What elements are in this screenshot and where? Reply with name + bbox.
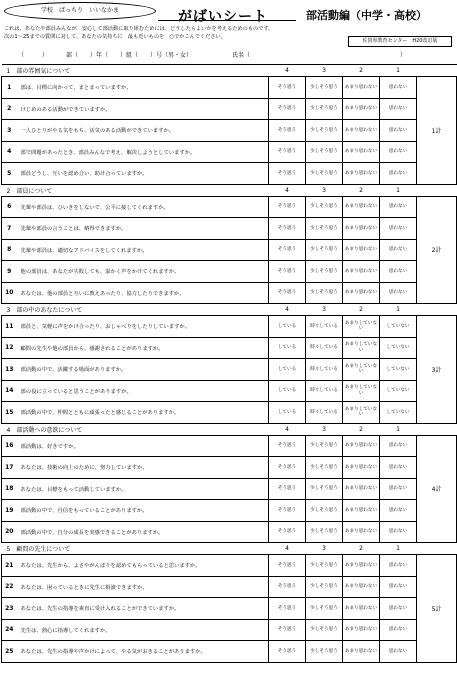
question-number: 22	[2, 576, 17, 598]
answer-choice[interactable]: あまり思わない	[343, 120, 380, 142]
section-header-spacer	[417, 304, 457, 316]
question-text: 部の役に立っていると思うことがありますか。	[17, 380, 269, 402]
question-text: あなたは、先生の指導を素直に受け入れることができていますか。	[17, 598, 269, 620]
club-field[interactable]: （ ）	[18, 52, 49, 59]
scale-number: 4	[269, 184, 306, 196]
question-number: 3	[2, 120, 17, 142]
scale-number: 4	[269, 543, 306, 555]
scale-number: 4	[269, 423, 306, 435]
answer-choice[interactable]: そう思う	[269, 218, 306, 240]
answer-choice[interactable]: あまり思わない	[343, 77, 380, 99]
question-number: 18	[2, 478, 17, 500]
section-title: 1 部の雰囲気について	[2, 65, 269, 77]
question-row	[2, 478, 457, 500]
answer-choice[interactable]: 時々している	[306, 402, 343, 424]
answer-choice[interactable]: そう思う	[269, 141, 306, 163]
publisher-box: 佐賀県教育センター H20改訂版	[348, 36, 452, 47]
question-number: 8	[2, 239, 17, 261]
answer-choice[interactable]: あまりしていない	[343, 337, 380, 359]
question-text: 他の部員は、あなたが失敗しても、温かく声をかけてくれますか。	[17, 261, 269, 283]
question-text: 顧問の先生や他の部員から、感謝されることがありますか。	[17, 337, 269, 359]
answer-choice[interactable]: 思わない	[380, 141, 417, 163]
answer-choice[interactable]: 少しそう思う	[306, 555, 343, 577]
section-header	[2, 184, 457, 196]
question-text: 部活動の中で、自信をもっていることがありますか。	[17, 500, 269, 522]
question-number: 4	[2, 141, 17, 163]
section-header-spacer	[417, 423, 457, 435]
answer-choice[interactable]: 少しそう思う	[306, 98, 343, 120]
answer-choice[interactable]: 思わない	[380, 218, 417, 240]
answer-choice[interactable]: している	[269, 337, 306, 359]
answer-choice[interactable]: 思わない	[380, 98, 417, 120]
question-text: あなたは、先生から、よさやがんばりを認めてもらっていると思いますか。	[17, 555, 269, 577]
answer-choice[interactable]: そう思う	[269, 457, 306, 479]
scale-number: 3	[306, 65, 343, 77]
answer-choice[interactable]: 時々している	[306, 316, 343, 338]
answer-choice[interactable]: 少しそう思う	[306, 120, 343, 142]
instructions-line-1: これは、あなたや部員みんなが 安心して部活動に取り組むためには、どうしたらよいかを考えるためのものです。	[4, 26, 274, 32]
answer-choice[interactable]: 少しそう思う	[306, 261, 343, 283]
scale-number: 2	[343, 65, 380, 77]
question-number: 24	[2, 619, 17, 641]
answer-choice[interactable]: そう思う	[269, 521, 306, 543]
answer-choice[interactable]: している	[269, 359, 306, 381]
answer-choice[interactable]: そう思う	[269, 555, 306, 577]
section-header	[2, 543, 457, 555]
question-row	[2, 435, 457, 457]
question-number: 20	[2, 521, 17, 543]
question-row	[2, 282, 457, 304]
question-text: あなたは、他の部員と互いに教えあったり、協力したりできますか。	[17, 282, 269, 304]
answer-choice[interactable]: 思わない	[380, 261, 417, 283]
answer-choice[interactable]: そう思う	[269, 282, 306, 304]
question-number: 5	[2, 163, 17, 185]
question-row	[2, 380, 457, 402]
school-slogan-badge: 学校 ばっちり いいなかま	[4, 2, 156, 20]
answer-choice[interactable]: 少しそう思う	[306, 598, 343, 620]
answer-choice[interactable]: あまり思わない	[343, 196, 380, 218]
section-total-box[interactable]: 2計	[417, 196, 457, 304]
answer-choice[interactable]: あまりしていない	[343, 316, 380, 338]
sheet-subtitle: 部活動編（中学・高校）	[306, 9, 427, 22]
scale-number: 3	[306, 184, 343, 196]
question-text: 部活動の中で、活躍する場面がありますか。	[17, 359, 269, 381]
question-text: けじめのある活動ができていますか。	[17, 98, 269, 120]
answer-choice[interactable]: あまり思わない	[343, 555, 380, 577]
instructions-line-2: 次の1〜25までの質問に対して、あなたの気持ちに 最も近いものを ○でかこんでください。	[4, 34, 226, 40]
answer-choice[interactable]: あまり思わない	[343, 239, 380, 261]
answer-choice[interactable]: そう思う	[269, 576, 306, 598]
question-row	[2, 218, 457, 240]
answer-choice[interactable]: していない	[380, 337, 417, 359]
answer-choice[interactable]: 思わない	[380, 282, 417, 304]
question-text: 先輩や部員は、適切なアドバイスをしてくれますか。	[17, 239, 269, 261]
question-number: 2	[2, 98, 17, 120]
question-number: 6	[2, 196, 17, 218]
question-row	[2, 457, 457, 479]
answer-choice[interactable]: そう思う	[269, 120, 306, 142]
question-text: あなたは、技術の向上のために、努力していますか。	[17, 457, 269, 479]
scale-number: 1	[380, 184, 417, 196]
answer-choice[interactable]: 思わない	[380, 435, 417, 457]
question-row	[2, 98, 457, 120]
answer-choice[interactable]: 少しそう思う	[306, 282, 343, 304]
answer-choice[interactable]: そう思う	[269, 77, 306, 99]
answer-choice[interactable]: 思わない	[380, 478, 417, 500]
section-title: 3 部の中のあなたについて	[2, 304, 269, 316]
student-info-row	[0, 50, 457, 60]
question-row	[2, 196, 457, 218]
question-number: 11	[2, 316, 17, 338]
section-header	[2, 65, 457, 77]
answer-choice[interactable]: そう思う	[269, 619, 306, 641]
scale-number: 2	[343, 184, 380, 196]
answer-choice[interactable]: 思わない	[380, 239, 417, 261]
answer-choice[interactable]: 思わない	[380, 163, 417, 185]
question-text: 部員と、気軽に声をかけ合ったり、おしゃべりをしたりしていますか。	[17, 316, 269, 338]
answer-choice[interactable]: 思わない	[380, 641, 417, 663]
answer-choice[interactable]: している	[269, 380, 306, 402]
grade-class-number-gender-fields[interactable]: 部（ ）年（ ）組（ ）号（男・女）	[66, 52, 193, 59]
section-header-spacer	[417, 65, 457, 77]
question-text: あなたは、先生の指導や声かけによって、やる気がおきることがありますか。	[17, 641, 269, 663]
answer-choice[interactable]: 時々している	[306, 359, 343, 381]
answer-choice[interactable]: 少しそう思う	[306, 576, 343, 598]
answer-choice[interactable]: あまり思わない	[343, 478, 380, 500]
answer-choice[interactable]: そう思う	[269, 641, 306, 663]
scale-number: 3	[306, 304, 343, 316]
answer-choice[interactable]: あまりしていない	[343, 359, 380, 381]
question-number: 16	[2, 435, 17, 457]
answer-choice[interactable]: そう思う	[269, 261, 306, 283]
question-row	[2, 120, 457, 142]
question-text: 部は、目標に向かって、まとまっていますか。	[17, 77, 269, 99]
answer-choice[interactable]: 少しそう思う	[306, 500, 343, 522]
question-row	[2, 337, 457, 359]
question-row	[2, 261, 457, 283]
answer-choice[interactable]: あまりしていない	[343, 402, 380, 424]
answer-choice[interactable]: あまり思わない	[343, 218, 380, 240]
answer-choice[interactable]: 少しそう思う	[306, 457, 343, 479]
question-row	[2, 641, 457, 663]
answer-choice[interactable]: 少しそう思う	[306, 478, 343, 500]
question-number: 19	[2, 500, 17, 522]
answer-choice[interactable]: 思わない	[380, 120, 417, 142]
answer-choice[interactable]: そう思う	[269, 196, 306, 218]
answer-choice[interactable]: 少しそう思う	[306, 77, 343, 99]
scale-number: 4	[269, 65, 306, 77]
answer-choice[interactable]: あまり思わない	[343, 435, 380, 457]
answer-choice[interactable]: あまり思わない	[343, 98, 380, 120]
question-text: 部活動の中で、自分の成長を実感できることがありますか。	[17, 521, 269, 543]
question-number: 12	[2, 337, 17, 359]
answer-choice[interactable]: 思わない	[380, 555, 417, 577]
questionnaire-table	[1, 64, 457, 663]
answer-choice[interactable]: そう思う	[269, 435, 306, 457]
question-text: 一人ひとりがやる気をもち、活気のある活動ができていますか。	[17, 120, 269, 142]
question-text: 部員どうし、互いを認め合い、助け合っていますか。	[17, 163, 269, 185]
scale-number: 3	[306, 423, 343, 435]
answer-choice[interactable]: 少しそう思う	[306, 218, 343, 240]
section-total-box[interactable]: 5計	[417, 555, 457, 663]
answer-choice[interactable]: していない	[380, 380, 417, 402]
answer-choice[interactable]: 思わない	[380, 500, 417, 522]
answer-choice[interactable]: 思わない	[380, 521, 417, 543]
section-total-box[interactable]: 4計	[417, 435, 457, 543]
answer-choice[interactable]: 少しそう思う	[306, 239, 343, 261]
answer-choice[interactable]: そう思う	[269, 478, 306, 500]
answer-choice[interactable]: 思わない	[380, 196, 417, 218]
section-total-box[interactable]: 1計	[417, 77, 457, 185]
answer-choice[interactable]: あまり思わない	[343, 521, 380, 543]
question-number: 15	[2, 402, 17, 424]
question-row	[2, 316, 457, 338]
answer-choice[interactable]: そう思う	[269, 239, 306, 261]
answer-choice[interactable]: 少しそう思う	[306, 619, 343, 641]
answer-choice[interactable]: 思わない	[380, 576, 417, 598]
name-field-close[interactable]: ）	[400, 52, 407, 59]
answer-choice[interactable]: 少しそう思う	[306, 163, 343, 185]
answer-choice[interactable]: あまり思わない	[343, 163, 380, 185]
answer-choice[interactable]: そう思う	[269, 98, 306, 120]
answer-choice[interactable]: あまり思わない	[343, 282, 380, 304]
name-label: 氏名（	[232, 52, 251, 59]
question-row	[2, 402, 457, 424]
answer-choice[interactable]: あまり思わない	[343, 261, 380, 283]
question-text: 部活動の中で、仲間とともに頑張ったと感じることがありますか。	[17, 402, 269, 424]
question-number: 17	[2, 457, 17, 479]
answer-choice[interactable]: 少しそう思う	[306, 196, 343, 218]
question-row	[2, 521, 457, 543]
question-text: 先輩や部員の言うことは、納得できますか。	[17, 218, 269, 240]
answer-choice[interactable]: そう思う	[269, 500, 306, 522]
title-underline	[158, 20, 296, 21]
answer-choice[interactable]: あまり思わない	[343, 598, 380, 620]
scale-number: 1	[380, 65, 417, 77]
scale-number: 1	[380, 543, 417, 555]
question-number: 21	[2, 555, 17, 577]
answer-choice[interactable]: あまり思わない	[343, 141, 380, 163]
question-row	[2, 500, 457, 522]
question-row	[2, 141, 457, 163]
question-row	[2, 576, 457, 598]
answer-choice[interactable]: 少しそう思う	[306, 521, 343, 543]
scale-number: 2	[343, 304, 380, 316]
question-text: 部活動は、好きですか。	[17, 435, 269, 457]
answer-choice[interactable]: あまり思わない	[343, 576, 380, 598]
answer-choice[interactable]: 少しそう思う	[306, 435, 343, 457]
question-row	[2, 163, 457, 185]
scale-number: 2	[343, 543, 380, 555]
question-row	[2, 619, 457, 641]
answer-choice[interactable]: 時々している	[306, 337, 343, 359]
answer-choice[interactable]: していない	[380, 316, 417, 338]
question-number: 13	[2, 359, 17, 381]
section-title: 2 部員について	[2, 184, 269, 196]
question-row	[2, 359, 457, 381]
scale-number: 1	[380, 304, 417, 316]
section-title: 4 部活動への意欲について	[2, 423, 269, 435]
answer-choice[interactable]: していない	[380, 359, 417, 381]
answer-choice[interactable]: 少しそう思う	[306, 141, 343, 163]
scale-number: 2	[343, 423, 380, 435]
answer-choice[interactable]: そう思う	[269, 163, 306, 185]
question-number: 9	[2, 261, 17, 283]
question-text: あなたは、目標をもって活動していますか。	[17, 478, 269, 500]
answer-choice[interactable]: あまり思わない	[343, 641, 380, 663]
question-text: 部で問題があったとき、部員みんなで考え、解決しようとしていますか。	[17, 141, 269, 163]
answer-choice[interactable]: 思わない	[380, 619, 417, 641]
answer-choice[interactable]: していない	[380, 402, 417, 424]
answer-choice[interactable]: あまりしていない	[343, 380, 380, 402]
answer-choice[interactable]: そう思う	[269, 598, 306, 620]
answer-choice[interactable]: している	[269, 402, 306, 424]
answer-choice[interactable]: あまり思わない	[343, 619, 380, 641]
question-number: 7	[2, 218, 17, 240]
scale-number: 4	[269, 304, 306, 316]
question-row	[2, 598, 457, 620]
question-row	[2, 77, 457, 99]
section-header-spacer	[417, 184, 457, 196]
question-number: 25	[2, 641, 17, 663]
section-title: 5 顧問の先生について	[2, 543, 269, 555]
section-header	[2, 423, 457, 435]
question-row	[2, 555, 457, 577]
question-text: 先生は、熱心に指導してくれますか。	[17, 619, 269, 641]
section-total-box[interactable]: 3計	[417, 316, 457, 424]
answer-choice[interactable]: 思わない	[380, 77, 417, 99]
section-header-spacer	[417, 543, 457, 555]
question-text: 先輩や部員は、ひいきをしないで、公平に接してくれますか。	[17, 196, 269, 218]
answer-choice[interactable]: あまり思わない	[343, 500, 380, 522]
scale-number: 3	[306, 543, 343, 555]
answer-choice[interactable]: 思わない	[380, 457, 417, 479]
answer-choice[interactable]: あまり思わない	[343, 457, 380, 479]
question-number: 23	[2, 598, 17, 620]
answer-choice[interactable]: 思わない	[380, 598, 417, 620]
scale-number: 1	[380, 423, 417, 435]
question-row	[2, 239, 457, 261]
question-number: 14	[2, 380, 17, 402]
instructions	[4, 25, 334, 41]
question-number: 10	[2, 282, 17, 304]
question-number: 1	[2, 77, 17, 99]
answer-choice[interactable]: 時々している	[306, 380, 343, 402]
question-text: あなたは、困っているときに先生に相談できますか。	[17, 576, 269, 598]
answer-choice[interactable]: している	[269, 316, 306, 338]
sheet-title: がばいシート	[178, 9, 268, 25]
answer-choice[interactable]: 少しそう思う	[306, 641, 343, 663]
section-header	[2, 304, 457, 316]
